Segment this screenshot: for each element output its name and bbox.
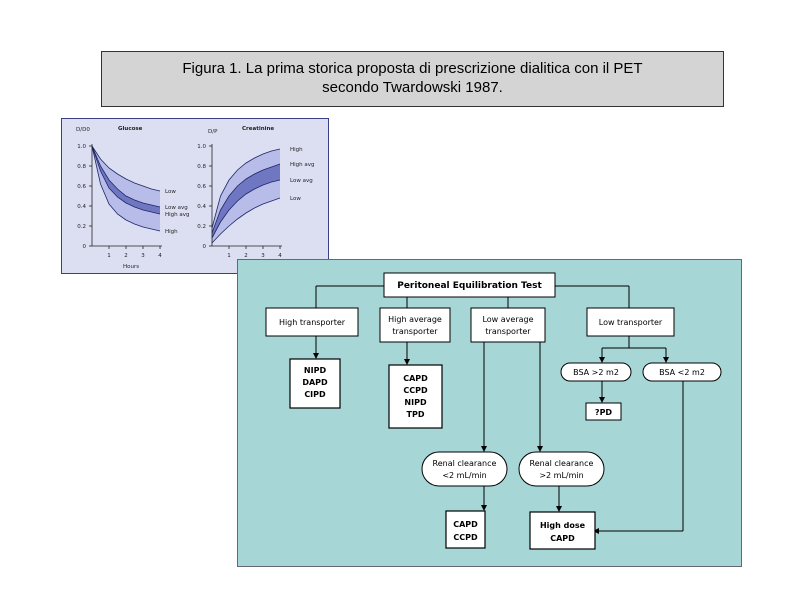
low-mode-2: CCPD — [453, 533, 478, 542]
renal-low-line1: Renal clearance — [432, 459, 497, 468]
low-modes-box — [446, 511, 485, 548]
low-average-line1: Low average — [482, 315, 534, 324]
creatinine-ylabel: D/P — [208, 129, 218, 135]
high-avg-mode-4: TPD — [406, 410, 425, 419]
creatinine-x-tick-label-2: 3 — [261, 253, 265, 259]
glucose-ylabel: D/D0 — [76, 127, 90, 133]
glucose-x-tick-label-3: 4 — [158, 253, 162, 259]
high-dose-line2: CAPD — [550, 534, 575, 543]
creatinine-y-tick-label-3: 0.6 — [197, 184, 206, 190]
bsa-greater-label: BSA >2 m2 — [573, 368, 619, 377]
high-dose-box — [530, 512, 595, 549]
low-average-box — [471, 308, 545, 342]
high-transporter-label: High transporter — [278, 318, 346, 327]
glucose-xlabel: Hours — [123, 264, 140, 270]
creatinine-x-tick-label-0: 1 — [227, 253, 231, 259]
qpd-label: ?PD — [594, 408, 613, 417]
renal-high-line1: Renal clearance — [529, 459, 594, 468]
caption-line-1: Figura 1. La prima storica proposta di prescrizione dialitica con il PET — [182, 60, 643, 77]
low-transporter-label: Low transporter — [598, 318, 663, 327]
creatinine-y-tick-label-5: 1.0 — [197, 144, 206, 150]
creatinine-y-tick-label-2: 0.4 — [197, 204, 206, 210]
creatinine-legend-label-2: High avg — [290, 162, 315, 168]
caption-line-2: secondo Twardowski 1987. — [322, 79, 503, 96]
creatinine-y-tick-label-1: 0.2 — [197, 224, 206, 230]
glucose-y-tick-label-0: 0 — [82, 244, 86, 250]
renal-low-line2: <2 mL/min — [442, 471, 487, 480]
glucose-y-tick-label-1: 0.2 — [77, 224, 86, 230]
creatinine-x-tick-label-1: 2 — [244, 253, 248, 259]
renal-high-line2: >2 mL/min — [539, 471, 584, 480]
glucose-x-tick-label-1: 2 — [124, 253, 128, 259]
high-average-line1: High average — [388, 315, 442, 324]
creatinine-y-tick-label-0: 0 — [202, 244, 206, 250]
renal-clearance-low-box — [422, 452, 507, 486]
low-mode-1: CAPD — [453, 520, 478, 529]
high-avg-mode-1: CAPD — [403, 374, 428, 383]
glucose-legend-label-2: Low avg — [165, 205, 188, 211]
glucose-title: Glucose — [118, 126, 143, 132]
creatinine-title: Creatinine — [242, 126, 275, 132]
glucose-x-tick-label-2: 3 — [141, 253, 145, 259]
high-avg-mode-2: CCPD — [403, 386, 428, 395]
glucose-x-tick-label-0: 1 — [107, 253, 111, 259]
pet-curves-panel — [61, 118, 329, 274]
creatinine-x-tick-label-3: 4 — [278, 253, 282, 259]
high-dose-line1: High dose — [539, 521, 586, 530]
glucose-y-tick-label-5: 1.0 — [77, 144, 86, 150]
pet-flowchart-svg — [238, 260, 741, 566]
low-average-line2: transporter — [485, 327, 531, 336]
glucose-legend-label-1: Low — [165, 189, 176, 195]
glucose-y-tick-label-2: 0.4 — [77, 204, 86, 210]
high-mode-1: NIPD — [303, 366, 327, 375]
high-mode-3: CIPD — [304, 390, 326, 399]
glucose-y-tick-label-4: 0.8 — [77, 164, 86, 170]
glucose-legend-label-3: High avg — [165, 212, 190, 218]
pet-curves-svg — [62, 119, 327, 272]
high-avg-mode-3: NIPD — [404, 398, 427, 407]
high-mode-2: DAPD — [302, 378, 328, 387]
glucose-legend-label-4: High — [165, 229, 178, 235]
creatinine-y-tick-label-4: 0.8 — [197, 164, 206, 170]
creatinine-legend-label-1: High — [290, 147, 303, 153]
creatinine-legend-label-3: Low avg — [290, 178, 313, 184]
high-average-line2: transporter — [392, 327, 438, 336]
pet-flowchart-panel — [237, 259, 742, 567]
bsa-less-label: BSA <2 m2 — [659, 368, 705, 377]
high-average-box — [380, 308, 450, 342]
pet-title: Peritoneal Equilibration Test — [397, 281, 542, 291]
creatinine-legend-label-4: Low — [290, 196, 301, 202]
renal-clearance-high-box — [519, 452, 604, 486]
glucose-y-tick-label-3: 0.6 — [77, 184, 86, 190]
figure-caption — [101, 51, 724, 107]
